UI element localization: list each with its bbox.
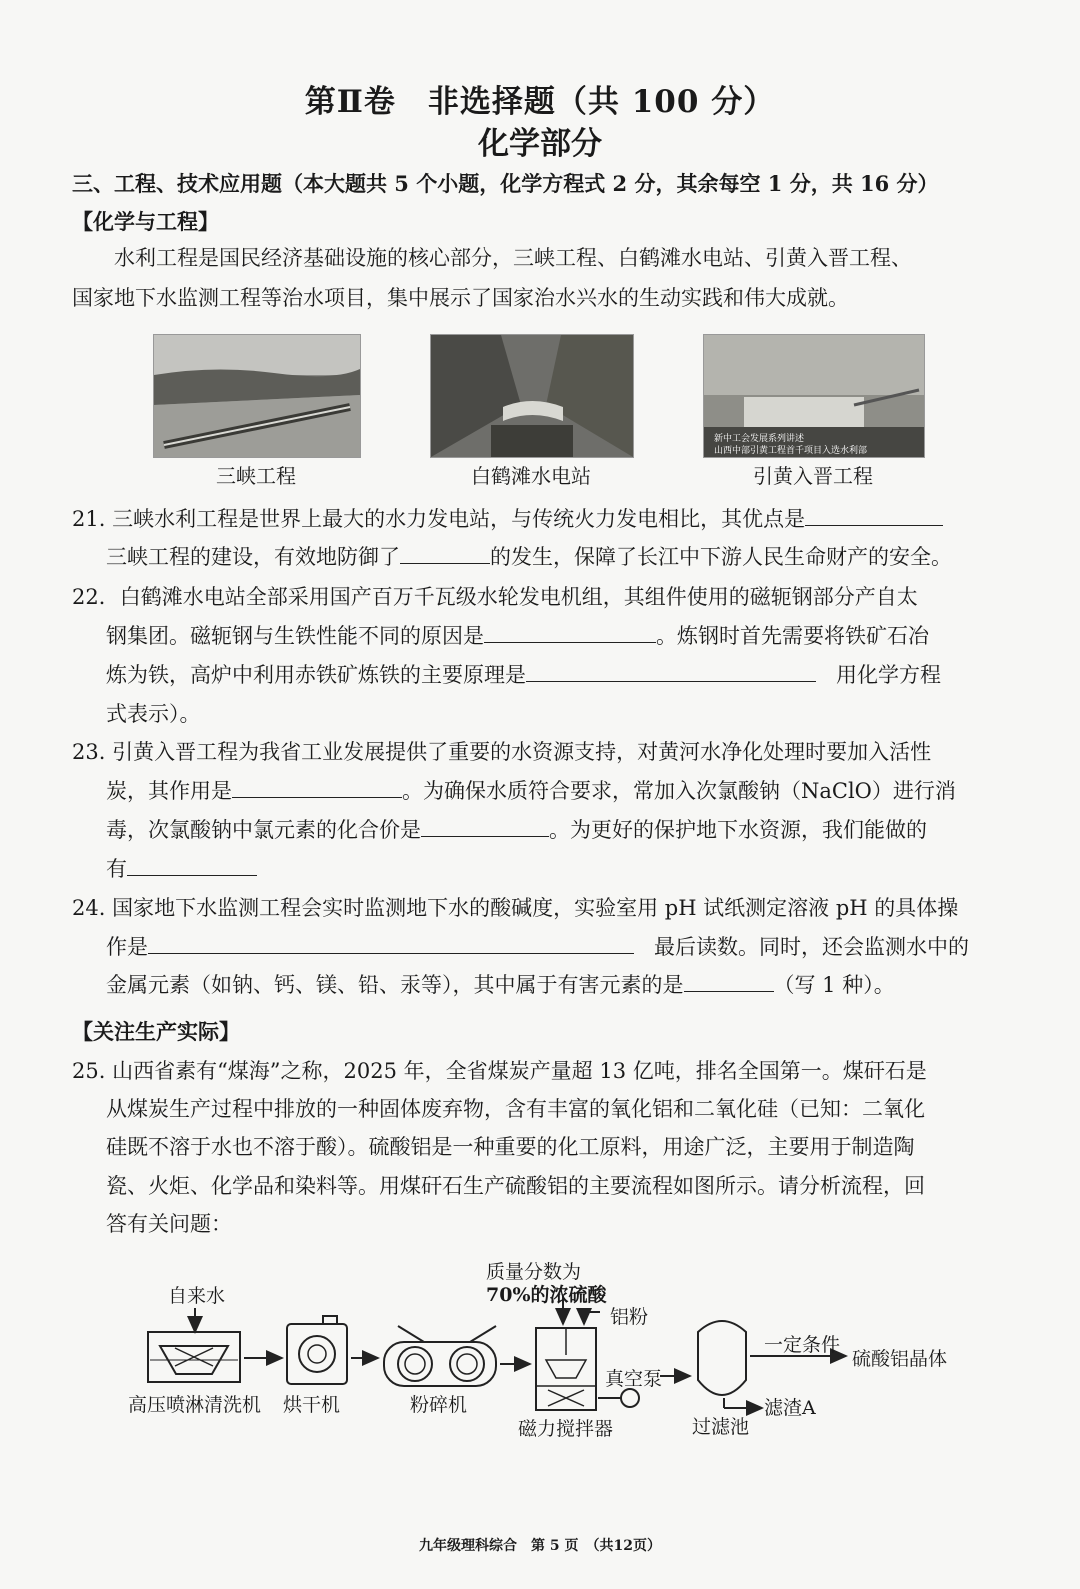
label-al-powder: 铝粉	[610, 1306, 649, 1328]
q25-line-5: 答有关问题：	[106, 1212, 232, 1236]
label-condition: 一定条件	[764, 1334, 841, 1356]
q22-line-2: 钢集团。磁轭钢与生铁性能不同的原因是 。炼钢时首先需要将铁矿石冶	[106, 624, 929, 648]
photo-overlay-line-1: 新中工会发展系列讲述	[714, 434, 805, 444]
section-heading: 三、工程、技术应用题（本大题共 5 个小题，化学方程式 2 分，其余每空 1 分，共 16 分）	[72, 171, 939, 196]
label-acid-line-1: 质量分数为	[486, 1261, 582, 1283]
photo-overlay-line-2: 山西中部引黄工程首千项目入选水利部	[714, 446, 868, 456]
caption-three-gorges: 三峡工程	[216, 464, 296, 488]
label-dryer: 烘干机	[283, 1394, 341, 1416]
q25-line-1: 25. 山西省素有“煤海”之称，2025 年，全省煤炭产量超 13 亿吨，排名全国第一。煤矸石是	[72, 1059, 927, 1083]
label-washer: 高压喷淋清洗机	[128, 1394, 262, 1416]
photo-three-gorges	[153, 334, 361, 458]
label-crusher: 粉碎机	[410, 1394, 468, 1416]
q21-line-2: 三峡工程的建设，有效地防御了 的发生，保障了长江中下游人民生命财产的安全。	[106, 545, 952, 569]
answer-blank[interactable]	[484, 624, 656, 643]
q24-line-2: 作是 最后读数。同时，还会监测水中的	[106, 935, 969, 959]
label-vacuum-pump: 真空泵	[605, 1368, 663, 1390]
answer-blank[interactable]	[684, 973, 774, 992]
answer-blank[interactable]	[232, 779, 402, 798]
label-stirrer: 磁力搅拌器	[518, 1418, 614, 1440]
paper-title: 第Ⅱ卷 非选择题（共 100 分）	[304, 84, 776, 120]
dryer-machine	[287, 1316, 347, 1384]
section-tag-chem-engineering: 【化学与工程】	[72, 209, 219, 234]
q24-line-3: 金属元素（如钠、钙、镁、铅、汞等），其中属于有害元素的是 （写 1 种）。	[106, 973, 895, 997]
label-residue: 滤渣A	[764, 1397, 816, 1419]
intro-line-2: 国家地下水监测工程等治水项目，集中展示了国家治水兴水的生动实践和伟大成就。	[72, 286, 849, 310]
q25-line-4: 瓷、火炬、化学品和染料等。用煤矸石生产硫酸铝的主要流程如图所示。请分析流程，回	[106, 1174, 925, 1198]
page-footer: 九年级理科综合 第 5 页 （共12页）	[419, 1538, 661, 1554]
caption-baihetan: 白鹤滩水电站	[471, 464, 591, 488]
q22-line-3: 炼为铁，高炉中利用赤铁矿炼铁的主要原理是 用化学方程	[106, 663, 941, 687]
crusher-machine	[384, 1326, 496, 1386]
label-filter: 过滤池	[692, 1416, 750, 1438]
answer-blank[interactable]	[421, 818, 549, 837]
intro-line-1: 水利工程是国民经济基础设施的核心部分，三峡工程、白鹤滩水电站、引黄入晋工程、	[114, 246, 912, 270]
q23-line-3: 毒，次氯酸钠中氯元素的化合价是 。为更好的保护地下水资源，我们能做的	[106, 818, 927, 842]
q25-line-2: 从煤炭生产过程中排放的一种固体废弃物，含有丰富的氧化铝和二氧化硅（已知：二氧化	[106, 1097, 925, 1121]
photo-yellow-river-diversion	[703, 334, 925, 458]
answer-blank[interactable]	[400, 545, 490, 564]
photo-baihetan	[430, 334, 634, 458]
section-tag-production: 【关注生产实际】	[72, 1019, 240, 1044]
caption-yellow-river-diversion: 引黄入晋工程	[753, 464, 873, 488]
q25-line-3: 硅既不溶于水也不溶于酸）。硫酸铝是一种重要的化工原料，用途广泛，主要用于制造陶	[106, 1135, 915, 1159]
answer-blank[interactable]	[805, 507, 943, 526]
answer-blank[interactable]	[526, 663, 816, 682]
q23-line-4: 有	[106, 850, 257, 888]
q22-line-4: 式表示）。	[106, 702, 201, 726]
q22-line-1: 22．白鹤滩水电站全部采用国产百万千瓦级水轮发电机组，其组件使用的磁轭钢部分产自太	[72, 585, 918, 609]
q21-line-1: 21. 三峡水利工程是世界上最大的水力发电站，与传统火力发电相比，其优点是	[72, 500, 943, 538]
label-tap-water: 自来水	[168, 1285, 226, 1307]
q23-line-2: 炭，其作用是 。为确保水质符合要求，常加入次氯酸钠（NaClO）进行消	[106, 779, 956, 803]
q23-line-1: 23. 引黄入晋工程为我省工业发展提供了重要的水资源支持，对黄河水净化处理时要加入活性	[72, 740, 932, 764]
answer-blank[interactable]	[148, 935, 634, 954]
answer-blank[interactable]	[127, 857, 257, 876]
baihetan-dam-image	[431, 335, 633, 457]
paper-subtitle: 化学部分	[478, 126, 602, 162]
washer-machine	[148, 1308, 240, 1382]
label-acid-line-2: 70%的浓硫酸	[486, 1284, 607, 1306]
three-gorges-dam-image	[154, 335, 360, 457]
label-product: 硫酸铝晶体	[852, 1348, 948, 1370]
q24-line-1: 24. 国家地下水监测工程会实时监测地下水的酸碱度，实验室用 pH 试纸测定溶液 pH 的具体操	[72, 896, 959, 920]
